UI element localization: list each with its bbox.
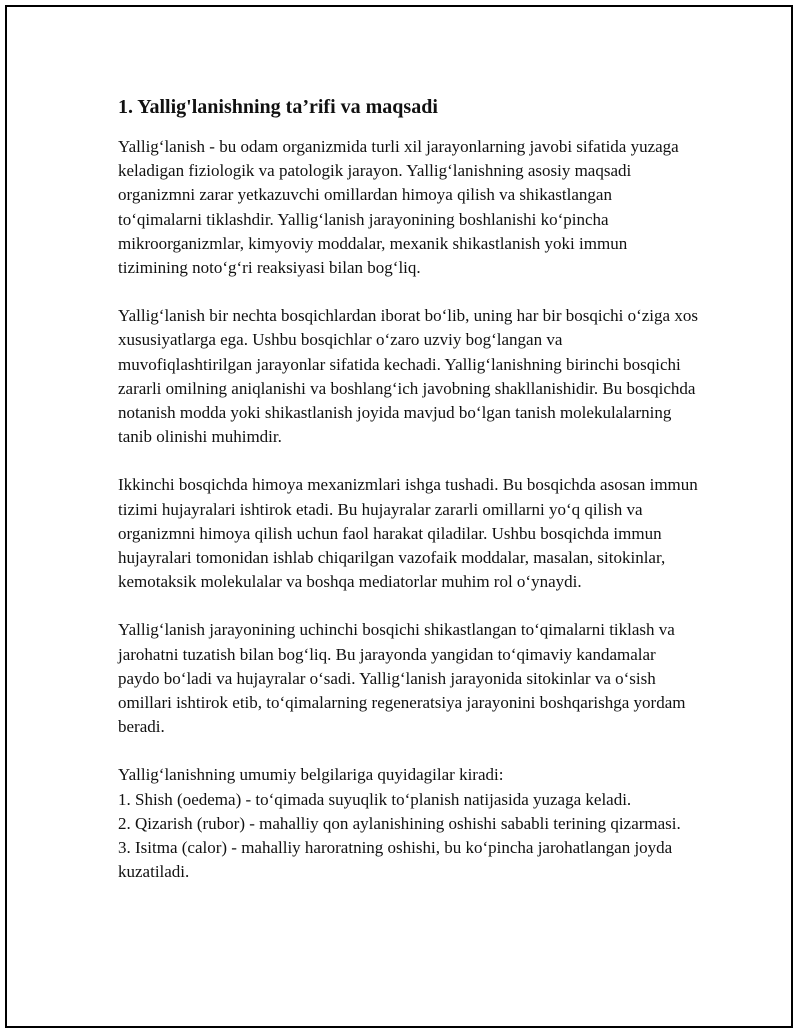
paragraph-second-stage: Ikkinchi bosqichda himoya mexanizmlari ishga tushadi. Bu bosqichda asosan immun tizimi hujayralari ishtirok etadi. Bu hujayralar zararli omillarni yo‘q qilish va organizmni himoya qilish uchun faol harakat qiladilar. Ushbu bosqichda immun hujayralari tomonidan ishlab chiqarilgan vazofaik moddalar, masalan, sitokinlar, kemotaksik molekulalar va boshqa mediatorlar muhim rol o‘ynaydi.: [118, 475, 698, 592]
document-body: [118, 94, 698, 884]
signs-list: [118, 763, 698, 884]
paragraph-third-stage: Yallig‘lanish jarayonining uchinchi bosqichi shikastlangan to‘qimalarni tiklash va jarohatni tuzatish bilan bog‘liq. Bu jarayonda yangidan to‘qimaviy kandamalar paydo bo‘ladi va hujayralar o‘sadi. Yallig‘lanish jarayonida sitokinlar va o‘sish omillari ishtirok etib, to‘qimalarning regeneratsiya jarayonini boshqarishga yordam beradi.: [118, 620, 686, 737]
paragraph-definition: Yallig‘lanish - bu odam organizmida turli xil jarayonlarning javobi sifatida yuzaga keladigan fiziologik va patologik jarayon. Yallig‘lanishning asosiy maqsadi organizmni zarar yetkazuvchi omillardan himoya qilish va shikastlangan to‘qimalarni tiklashdir. Yallig‘lanish jarayonining boshlanishi ko‘pincha mikroorganizmlar, kimyoviy moddalar, mexanik shikastlanish yoki immun tizimining noto‘g‘ri reaksiyasi bilan bog‘liq.: [118, 137, 679, 278]
list-item: 3. Isitma (calor) - mahalliy haroratning oshishi, bu ko‘pincha jarohatlangan joyda kuzatiladi.: [118, 838, 673, 882]
list-item: 1. Shish (oedema) - to‘qimada suyuqlik to‘planish natijasida yuzaga keladi.: [118, 789, 632, 809]
list-item: 2. Qizarish (rubor) - mahalliy qon aylanishining oshishi sababli terining qizarmasi.: [118, 813, 681, 833]
paragraph-stages: Yallig‘lanish bir nechta bosqichlardan iborat bo‘lib, uning har bir bosqichi o‘ziga xos xususiyatlarga ega. Ushbu bosqichlar o‘zaro uzviy bog‘langan va muvofiqlashtirilgan jarayonlar sifatida kechadi. Yallig‘lanishning birinchi bosqichi zararli omilning aniqlanishi va boshlang‘ich javobning shakllanishidir. Bu bosqichda notanish modda yoki shikastlanish joyida mavjud bo‘lgan tanish molekulalarning tanib olinishi muhimdir.: [118, 306, 698, 447]
section-title: 1. Yallig'lanishning ta’rifi va maqsadi: [118, 96, 438, 118]
list-intro: Yallig‘lanishning umumiy belgilariga quyidagilar kiradi:: [118, 765, 504, 785]
